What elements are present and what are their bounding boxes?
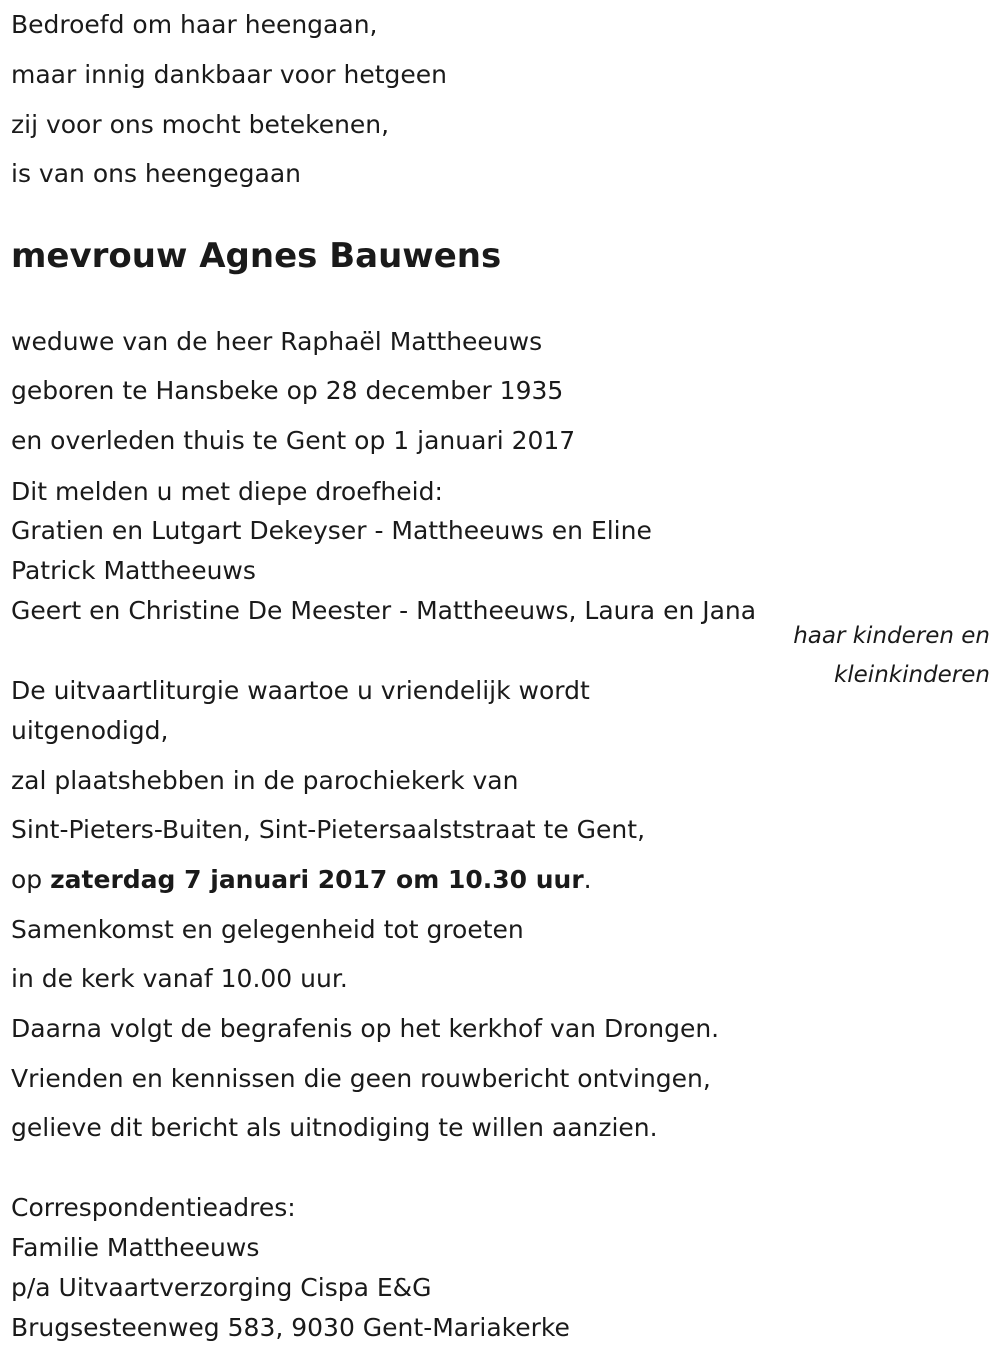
family-line-2: Patrick Mattheeuws [11, 556, 256, 585]
funeral-line-1: De uitvaartliturgie waartoe u vriendelijk wordt [11, 676, 590, 705]
funeral-date: zaterdag 7 januari 2017 om 10.30 uur [50, 865, 584, 894]
correspondence-line-3: Brugsesteenweg 583, 9030 Gent-Mariakerke [11, 1313, 570, 1342]
family-line-3: Geert en Christine De Meester - Mattheeuws, Laura en Jana [11, 596, 757, 625]
family-role-line-2: kleinkinderen [833, 662, 990, 688]
correspondence-line-2: p/a Uitvaartverzorging Cispa E&G [11, 1273, 432, 1302]
intro-line-2: maar innig dankbaar voor hetgeen [11, 60, 447, 89]
funeral-line-6: Samenkomst en gelegenheid tot groeten [11, 915, 524, 944]
deceased-name: mevrouw Agnes Bauwens [11, 236, 502, 276]
funeral-date-suffix: . [583, 865, 592, 894]
funeral-date-prefix: op [11, 865, 51, 894]
funeral-line-10: gelieve dit bericht als uitnodiging te willen aanzien. [11, 1113, 658, 1142]
family-role-line-1: haar kinderen en [793, 623, 990, 649]
funeral-line-8: Daarna volgt de begrafenis op het kerkhof van Drongen. [11, 1014, 720, 1043]
funeral-line-2: uitgenodigd, [11, 716, 169, 745]
funeral-date-line [11, 865, 592, 895]
detail-widow: weduwe van de heer Raphaël Mattheeuws [11, 327, 543, 356]
intro-line-1: Bedroefd om haar heengaan, [11, 10, 378, 39]
intro-line-3: zij voor ons mocht betekenen, [11, 110, 390, 139]
detail-died: en overleden thuis te Gent op 1 januari 2017 [11, 426, 576, 455]
funeral-line-4: Sint-Pieters-Buiten, Sint-Pietersaalststraat te Gent, [11, 815, 646, 844]
funeral-line-9: Vrienden en kennissen die geen rouwbericht ontvingen, [11, 1064, 711, 1093]
funeral-line-7: in de kerk vanaf 10.00 uur. [11, 964, 348, 993]
correspondence-line-1: Familie Mattheeuws [11, 1233, 260, 1262]
correspondence-heading: Correspondentieadres: [11, 1193, 296, 1222]
family-line-1: Gratien en Lutgart Dekeyser - Mattheeuws en Eline [11, 516, 652, 545]
detail-born: geboren te Hansbeke op 28 december 1935 [11, 376, 564, 405]
announcement-intro: Dit melden u met diepe droefheid: [11, 477, 443, 506]
intro-line-4: is van ons heengegaan [11, 159, 301, 188]
funeral-line-3: zal plaatshebben in de parochiekerk van [11, 766, 519, 795]
